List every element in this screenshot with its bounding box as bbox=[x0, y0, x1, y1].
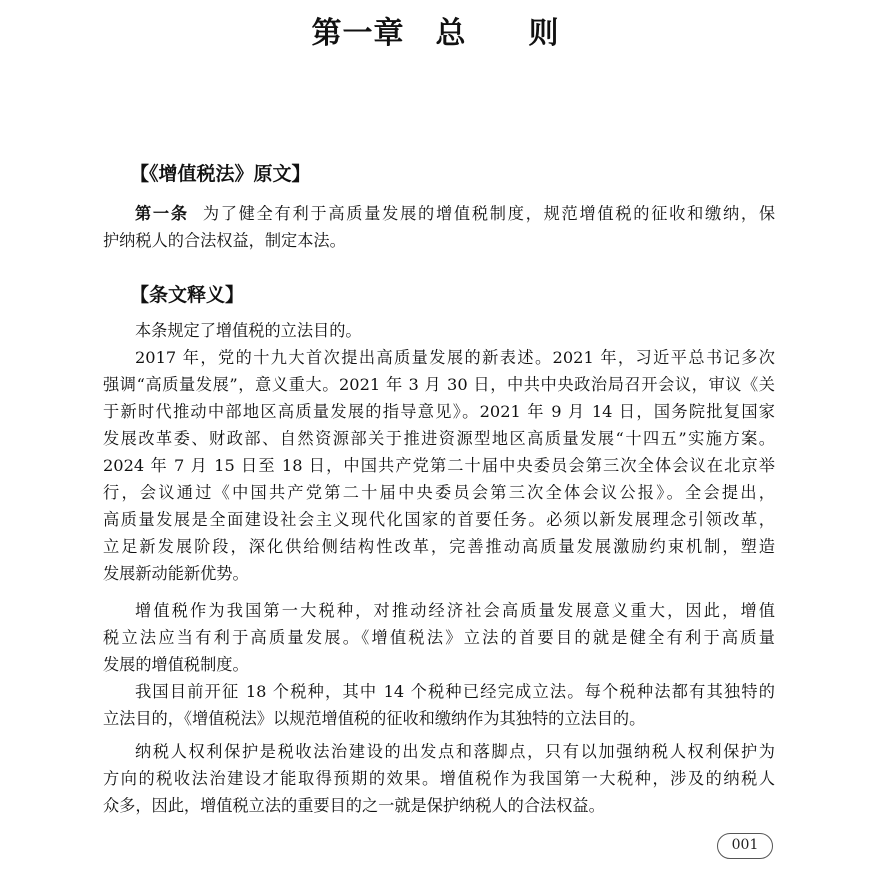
paragraph-line: 2024 年 7 月 15 日至 18 日，中国共产党第二十届中央委员会第三次全体会议在北京举 bbox=[103, 456, 775, 475]
section-heading-interpretation: 【条文释义】 bbox=[130, 284, 245, 306]
article-1-line: 护纳税人的合法权益，制定本法。 bbox=[103, 231, 346, 250]
paragraph-line: 众多，因此，增值税立法的重要目的之一就是保护纳税人的合法权益。 bbox=[103, 796, 605, 815]
paragraph-line: 本条规定了增值税的立法目的。 bbox=[135, 321, 362, 340]
paragraph-line: 税立法应当有利于高质量发展。《增值税法》立法的首要目的就是健全有利于高质量 bbox=[103, 628, 775, 647]
paragraph-line: 纳税人权利保护是税收法治建设的出发点和落脚点，只有以加强纳税人权利保护为 bbox=[135, 742, 775, 761]
paragraph-line: 我国目前开征 18 个税种，其中 14 个税种已经完成立法。每个税种法都有其独特的 bbox=[135, 682, 775, 701]
paragraph-line: 发展新动能新优势。 bbox=[103, 564, 249, 583]
paragraph-line: 2017 年，党的十九大首次提出高质量发展的新表述。2021 年，习近平总书记多次 bbox=[135, 348, 775, 367]
paragraph-line: 行，会议通过《中国共产党第二十届中央委员会第三次全体会议公报》。全会提出， bbox=[103, 483, 775, 502]
paragraph-line: 强调“高质量发展”，意义重大。2021 年 3 月 30 日，中共中央政治局召开会议，审议《关 bbox=[103, 375, 775, 394]
paragraph-line: 立法目的，《增值税法》以规范增值税的征收和缴纳作为其独特的立法目的。 bbox=[103, 709, 646, 728]
article-label: 第一条 bbox=[135, 204, 189, 223]
paragraph-line: 发展的增值税制度。 bbox=[103, 655, 249, 674]
chapter-title: 第一章 总 则 bbox=[311, 16, 560, 51]
paragraph-line: 增值税作为我国第一大税种，对推动经济社会高质量发展意义重大，因此，增值 bbox=[135, 601, 775, 620]
paragraph-line: 发展改革委、财政部、自然资源部关于推进资源型地区高质量发展“十四五”实施方案。 bbox=[103, 429, 775, 448]
paragraph-line: 于新时代推动中部地区高质量发展的指导意见》。2021 年 9 月 14 日，国务院批复国家 bbox=[103, 402, 775, 421]
paragraph-line: 方向的税收法治建设才能取得预期的效果。增值税作为我国第一大税种，涉及的纳税人 bbox=[103, 769, 775, 788]
article-1-text: 为了健全有利于高质量发展的增值税制度，规范增值税的征收和缴纳，保 bbox=[202, 204, 776, 223]
section-heading-original-text: 【《增值税法》原文】 bbox=[130, 163, 311, 185]
page-number: 001 bbox=[717, 833, 773, 859]
paragraph-line: 高质量发展是全面建设社会主义现代化国家的首要任务。必须以新发展理念引领改革， bbox=[103, 510, 775, 529]
article-1-line bbox=[135, 202, 775, 226]
paragraph-line: 立足新发展阶段，深化供给侧结构性改革，完善推动高质量发展激励约束机制，塑造 bbox=[103, 537, 775, 556]
